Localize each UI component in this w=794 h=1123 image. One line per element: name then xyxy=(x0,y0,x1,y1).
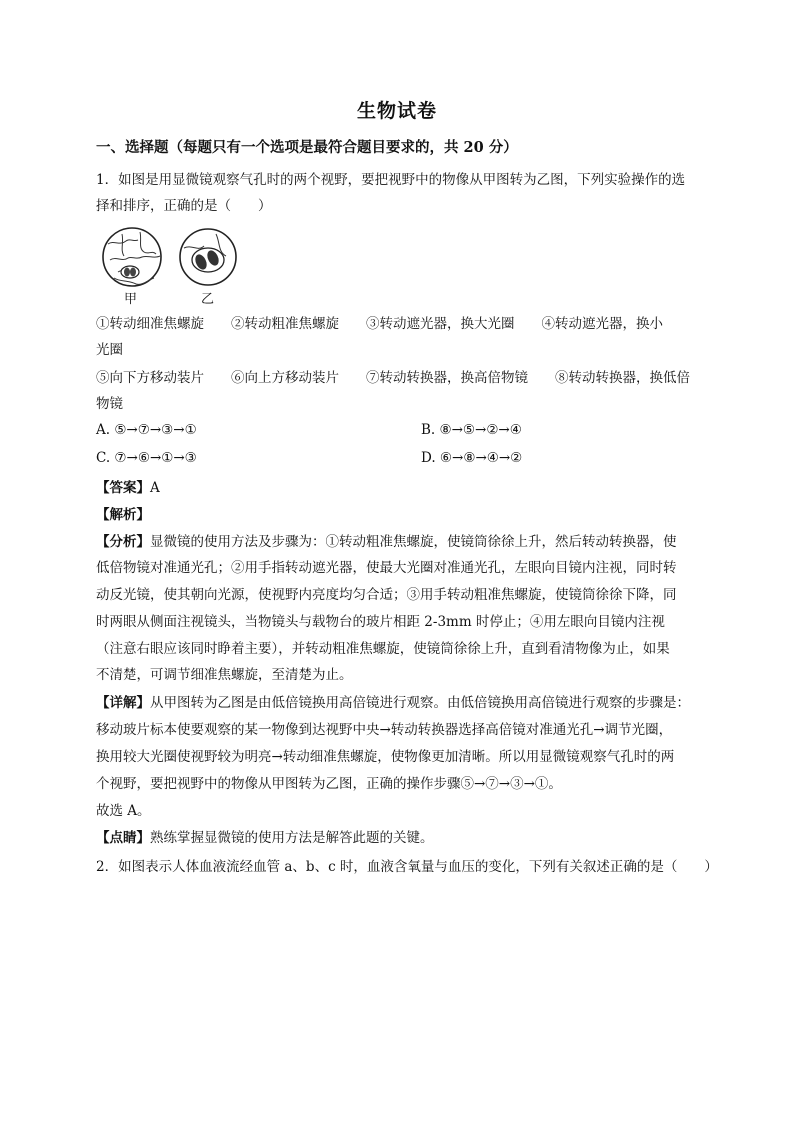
view-yi xyxy=(180,229,236,285)
view-jia xyxy=(103,228,161,286)
q1-fenxi-line2: 低倍物镜对准通光孔；②用手指转动遮光器，使最大光圈对准通光孔，左眼向目镜内注视，同时转 xyxy=(96,560,677,576)
dianjing-tag: 【点睛】 xyxy=(96,830,150,846)
q1-fenxi-line6: 不清楚，可调节细准焦螺旋，至清楚为止。 xyxy=(96,667,353,683)
q1-fenxi-line5: （注意右眼应该同时睁着主要），并转动粗准焦螺旋，使镜筒徐徐上升，直到看清物像为止，如果 xyxy=(96,641,670,657)
q1-steps-line4: 物镜 xyxy=(96,396,123,412)
q1-answer xyxy=(96,478,698,498)
q1-fenxi-line1 xyxy=(96,532,698,552)
xiangjie-tag: 【详解】 xyxy=(96,695,150,711)
answer-value: A xyxy=(150,480,160,496)
q1-steps-line1: ①转动细准焦螺旋 ②转动粗准焦螺旋 ③转动遮光器，换大光圈 ④转动遮光器，换小 xyxy=(96,316,663,332)
answer-tag: 【答案】 xyxy=(96,480,150,496)
section-heading: 一、选择题（每题只有一个选项是最符合题目要求的，共 20 分） xyxy=(96,139,518,156)
q1-steps-line3: ⑤向下方移动装片 ⑥向上方移动装片 ⑦转动转换器，换高倍物镜 ⑧转动转换器，换低倍 xyxy=(96,370,690,386)
xiangjie-text-1: 从甲图转为乙图是由低倍镜换用高倍镜进行观察。由低倍镜换用高倍镜进行观察的步骤是： xyxy=(150,695,690,711)
q1-analysis-heading xyxy=(96,505,698,525)
q1-xiangjie-line3: 换用较大光圈使视野较为明亮→转动细准焦螺旋，使物像更加清晰。所以用显微镜观察气孔时的两 xyxy=(96,749,675,765)
q1-stem-line2: 择和排序，正确的是（ ） xyxy=(96,198,272,214)
page-title: 生物试卷 xyxy=(356,100,437,122)
q1-option-c: C. ⑦→⑥→①→③ xyxy=(96,450,197,466)
dianjing-text: 熟练掌握显微镜的使用方法是解答此题的关键。 xyxy=(150,830,434,846)
microscope-views-svg xyxy=(100,222,250,306)
q1-dianjing xyxy=(96,828,698,848)
q1-option-b: B. ⑧→⑤→②→④ xyxy=(421,422,522,438)
q2-stem: 2．如图表示人体血液流经血管 a、b、c 时，血液含氧量与血压的变化，下列有关叙述正确的是（ ） xyxy=(96,859,718,875)
q1-xiangjie-line4: 个视野，要把视野中的物像从甲图转为乙图，正确的操作步骤⑤→⑦→③→①。 xyxy=(96,776,562,792)
microscope-views-figure xyxy=(100,222,250,306)
q1-option-d: D. ⑥→⑧→④→② xyxy=(421,450,523,466)
q1-stem-line1: 1．如图是用显微镜观察气孔时的两个视野，要把视野中的物像从甲图转为乙图，下列实验操作的选 xyxy=(96,172,686,188)
figure-label-yi: 乙 xyxy=(201,292,215,307)
fenxi-text-1: 显微镜的使用方法及步骤为：①转动粗准焦螺旋，使镜筒徐徐上升，然后转动转换器，使 xyxy=(150,534,677,550)
q1-option-a: A. ⑤→⑦→③→① xyxy=(96,422,197,438)
figure-label-jia: 甲 xyxy=(124,292,138,307)
q1-steps-line2: 光圈 xyxy=(96,342,123,358)
q1-xiangjie-line1 xyxy=(96,693,698,713)
q1-fenxi-line3: 动反光镜，使其朝向光源，使视野内亮度均匀合适；③用手转动粗准焦螺旋，使镜筒徐徐下降，同 xyxy=(96,587,677,603)
q1-conclusion: 故选 A。 xyxy=(96,803,151,819)
q1-xiangjie-line2: 移动玻片标本使要观察的某一物像到达视野中央→转动转换器选择高倍镜对准通光孔→调节光圈， xyxy=(96,722,673,738)
fenxi-tag: 【分析】 xyxy=(96,534,150,550)
q1-fenxi-line4: 时两眼从侧面注视镜头，当物镜头与载物台的玻片相距 2-3mm 时停止；④用左眼向目镜内注视 xyxy=(96,614,665,630)
analysis-tag: 【解析】 xyxy=(96,507,150,523)
